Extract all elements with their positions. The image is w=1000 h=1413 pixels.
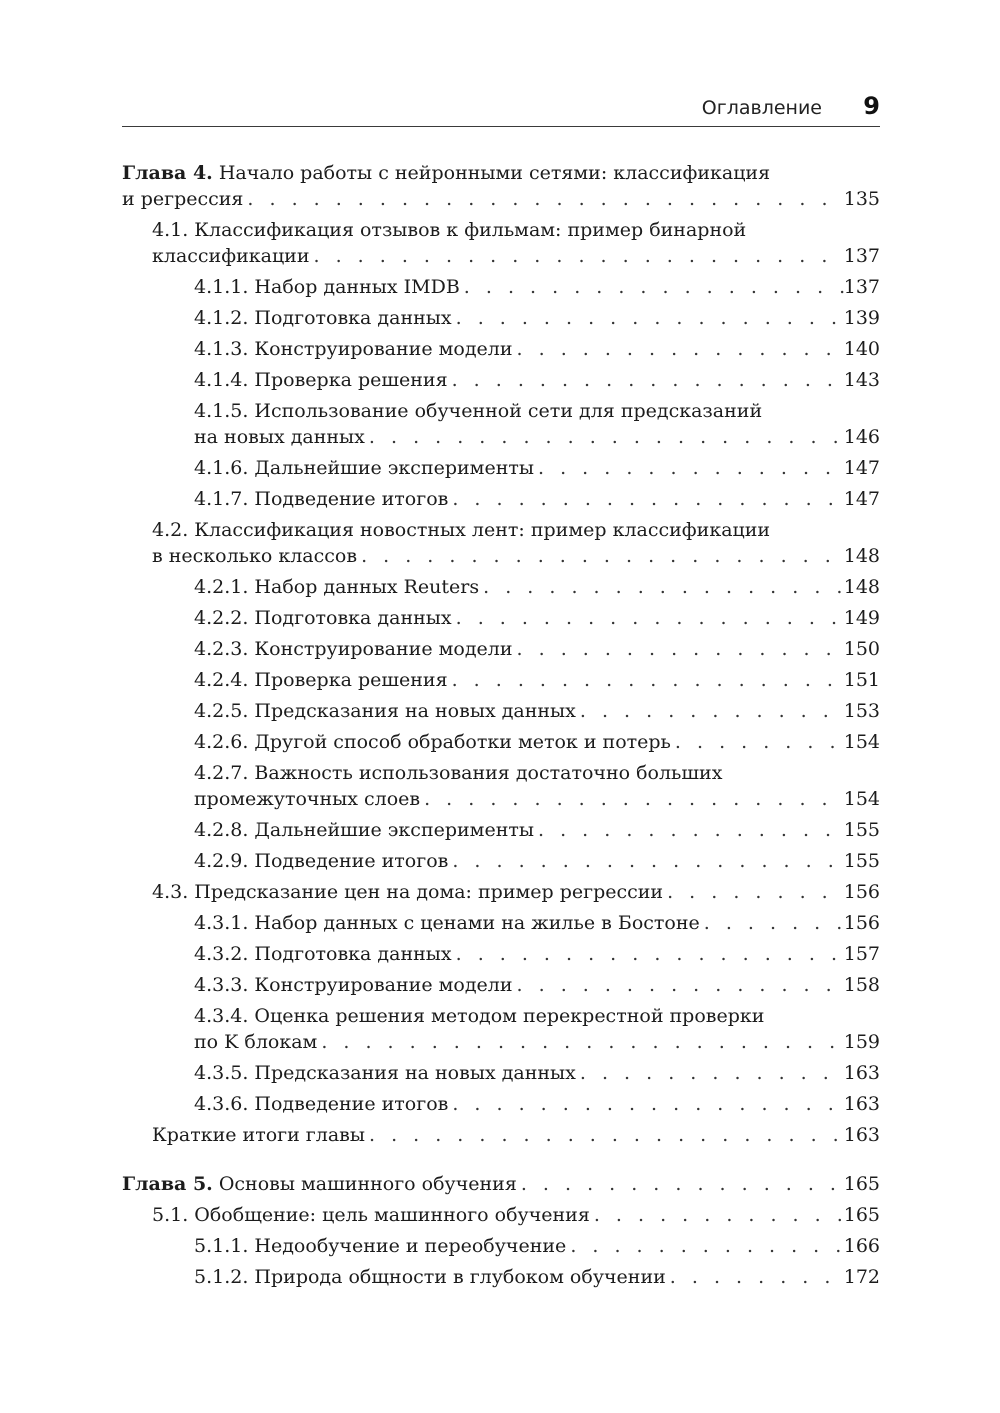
subsection-title: 5.1.1. Недообучение и переобучение <box>194 1235 567 1257</box>
toc-section-4-2[interactable] <box>122 517 880 569</box>
toc-subsection-4-3-2[interactable] <box>122 941 880 967</box>
dot-leader <box>357 543 844 569</box>
dot-leader <box>576 1060 844 1086</box>
subsection-title: 4.3.3. Конструирование модели <box>194 974 513 996</box>
dot-leader <box>517 1171 844 1197</box>
toc-subsection-4-2-7[interactable] <box>122 760 880 812</box>
subsection-title: 4.3.5. Предсказания на новых данных <box>194 1062 576 1084</box>
dot-leader <box>452 605 844 631</box>
toc-subsection-4-1-1[interactable] <box>122 274 880 300</box>
toc-section-5-1[interactable] <box>122 1202 880 1228</box>
dot-leader <box>534 455 844 481</box>
toc-chapter-5[interactable] <box>122 1171 880 1197</box>
subsection-title: 4.1.1. Набор данных IMDB <box>194 276 460 298</box>
page-ref: 155 <box>843 819 880 841</box>
table-of-contents <box>122 160 880 1295</box>
dot-leader <box>513 636 844 662</box>
page-ref: 158 <box>843 974 880 996</box>
chapter-label: Глава 5. <box>122 1173 213 1195</box>
page-ref: 163 <box>843 1062 880 1084</box>
subsection-title: 4.1.2. Подготовка данных <box>194 307 452 329</box>
page-ref: 150 <box>843 638 880 660</box>
chapter-label: Глава 4. <box>122 162 213 184</box>
section-title: Краткие итоги главы <box>152 1124 365 1146</box>
dot-leader <box>590 1202 844 1228</box>
subsection-title-line2: на новых данных <box>194 426 365 448</box>
page-ref: 147 <box>843 488 880 510</box>
subsection-title: 4.1.4. Проверка решения <box>194 369 448 391</box>
page-ref: 153 <box>843 700 880 722</box>
toc-subsection-4-1-4[interactable] <box>122 367 880 393</box>
page-ref: 154 <box>843 788 880 810</box>
dot-leader <box>448 848 843 874</box>
toc-section-4-1[interactable] <box>122 217 880 269</box>
section-title: 5.1. Обобщение: цель машинного обучения <box>152 1204 590 1226</box>
dot-leader <box>576 698 844 724</box>
page-ref: 151 <box>843 669 880 691</box>
running-header <box>122 92 880 127</box>
subsection-title: 4.3.6. Подведение итогов <box>194 1093 449 1115</box>
subsection-title-line1: 4.1.5. Использование обученной сети для предсказаний <box>194 400 763 422</box>
dot-leader <box>666 1264 844 1290</box>
page-ref: 172 <box>843 1266 880 1288</box>
toc-chapter-4[interactable] <box>122 160 880 212</box>
dot-leader <box>243 186 843 212</box>
toc-subsection-4-2-4[interactable] <box>122 667 880 693</box>
toc-subsection-4-1-3[interactable] <box>122 336 880 362</box>
page-ref: 146 <box>843 426 880 448</box>
toc-subsection-4-2-9[interactable] <box>122 848 880 874</box>
toc-subsection-4-2-6[interactable] <box>122 729 880 755</box>
subsection-title: 4.1.7. Подведение итогов <box>194 488 449 510</box>
section-title-line2: классификации <box>152 245 310 267</box>
subsection-title-line1: 4.3.4. Оценка решения методом перекрестной проверки <box>194 1005 765 1027</box>
subsection-title-line1: 4.2.7. Важность использования достаточно больших <box>194 762 723 784</box>
subsection-title: 4.2.9. Подведение итогов <box>194 850 449 872</box>
subsection-title: 4.3.1. Набор данных с ценами на жилье в Бостоне <box>194 912 700 934</box>
subsection-title: 4.2.2. Подготовка данных <box>194 607 452 629</box>
dot-leader <box>452 305 844 331</box>
dot-leader <box>448 667 844 693</box>
page-ref: 140 <box>843 338 880 360</box>
toc-subsection-4-1-6[interactable] <box>122 455 880 481</box>
toc-subsection-4-2-3[interactable] <box>122 636 880 662</box>
page-ref: 148 <box>843 576 880 598</box>
toc-subsection-5-1-2[interactable] <box>122 1264 880 1290</box>
page-ref: 135 <box>843 188 880 210</box>
page-ref: 148 <box>843 545 880 567</box>
dot-leader <box>310 243 844 269</box>
toc-subsection-4-2-1[interactable] <box>122 574 880 600</box>
page-ref: 163 <box>843 1124 880 1146</box>
chapter-title-line1: Начало работы с нейронными сетями: классификация <box>212 162 771 184</box>
dot-leader <box>700 910 844 936</box>
page-ref: 156 <box>843 912 880 934</box>
dot-leader <box>317 1029 843 1055</box>
subsection-title-line2: промежуточных слоев <box>194 788 421 810</box>
section-title-line1: 4.2. Классификация новостных лент: пример классификации <box>152 519 771 541</box>
page-ref: 166 <box>843 1235 880 1257</box>
dot-leader <box>513 336 844 362</box>
dot-leader <box>452 941 844 967</box>
dot-leader <box>479 574 844 600</box>
page-ref: 159 <box>843 1031 880 1053</box>
dot-leader <box>365 1122 844 1148</box>
header-title: Оглавление <box>701 97 822 119</box>
dot-leader <box>448 367 844 393</box>
toc-section-chapter-summary[interactable] <box>122 1122 880 1148</box>
toc-subsection-4-3-3[interactable] <box>122 972 880 998</box>
subsection-title: 4.1.6. Дальнейшие эксперименты <box>194 457 535 479</box>
page-ref: 163 <box>843 1093 880 1115</box>
toc-subsection-4-3-5[interactable] <box>122 1060 880 1086</box>
dot-leader <box>460 274 844 300</box>
page-ref: 147 <box>843 457 880 479</box>
dot-leader <box>448 486 843 512</box>
page-ref: 143 <box>843 369 880 391</box>
page-ref: 155 <box>843 850 880 872</box>
toc-section-4-3[interactable] <box>122 879 880 905</box>
toc-subsection-4-3-4[interactable] <box>122 1003 880 1055</box>
dot-leader <box>663 879 844 905</box>
subsection-title: 4.1.3. Конструирование модели <box>194 338 513 360</box>
toc-subsection-4-3-1[interactable] <box>122 910 880 936</box>
subsection-title: 4.2.5. Предсказания на новых данных <box>194 700 576 722</box>
page-number: 9 <box>863 92 880 120</box>
subsection-title: 4.3.2. Подготовка данных <box>194 943 452 965</box>
page-ref: 157 <box>843 943 880 965</box>
dot-leader <box>448 1091 843 1117</box>
toc-subsection-5-1-1[interactable] <box>122 1233 880 1259</box>
chapter-title-line2: и регрессия <box>122 188 244 210</box>
dot-leader <box>513 972 844 998</box>
subsection-title: 4.2.6. Другой способ обработки меток и потерь <box>194 731 671 753</box>
section-title: 4.3. Предсказание цен на дома: пример регрессии <box>152 881 664 903</box>
dot-leader <box>671 729 844 755</box>
toc-subsection-4-2-2[interactable] <box>122 605 880 631</box>
dot-leader <box>566 1233 843 1259</box>
subsection-title: 4.2.8. Дальнейшие эксперименты <box>194 819 535 841</box>
toc-subsection-4-3-6[interactable] <box>122 1091 880 1117</box>
dot-leader <box>420 786 844 812</box>
toc-subsection-4-1-5[interactable] <box>122 398 880 450</box>
dot-leader <box>534 817 844 843</box>
toc-subsection-4-2-5[interactable] <box>122 698 880 724</box>
page-ref: 137 <box>843 245 880 267</box>
subsection-title-line2: по K блокам <box>194 1031 318 1053</box>
toc-subsection-4-1-7[interactable] <box>122 486 880 512</box>
subsection-title: 4.2.4. Проверка решения <box>194 669 448 691</box>
dot-leader <box>365 424 844 450</box>
page-ref: 139 <box>843 307 880 329</box>
page-ref: 154 <box>843 731 880 753</box>
subsection-title: 5.1.2. Природа общности в глубоком обучении <box>194 1266 666 1288</box>
subsection-title: 4.2.1. Набор данных Reuters <box>194 576 480 598</box>
section-title-line2: в несколько классов <box>152 545 358 567</box>
page-ref: 165 <box>843 1173 880 1195</box>
chapter-title: Основы машинного обучения <box>212 1173 517 1195</box>
page-ref: 165 <box>843 1204 880 1226</box>
page-ref: 137 <box>843 276 880 298</box>
chapter-gap <box>122 1153 880 1171</box>
page-ref: 149 <box>843 607 880 629</box>
subsection-title: 4.2.3. Конструирование модели <box>194 638 513 660</box>
section-title-line1: 4.1. Классификация отзывов к фильмам: пример бинарной <box>152 219 747 241</box>
toc-subsection-4-1-2[interactable] <box>122 305 880 331</box>
toc-subsection-4-2-8[interactable] <box>122 817 880 843</box>
page-ref: 156 <box>843 881 880 903</box>
